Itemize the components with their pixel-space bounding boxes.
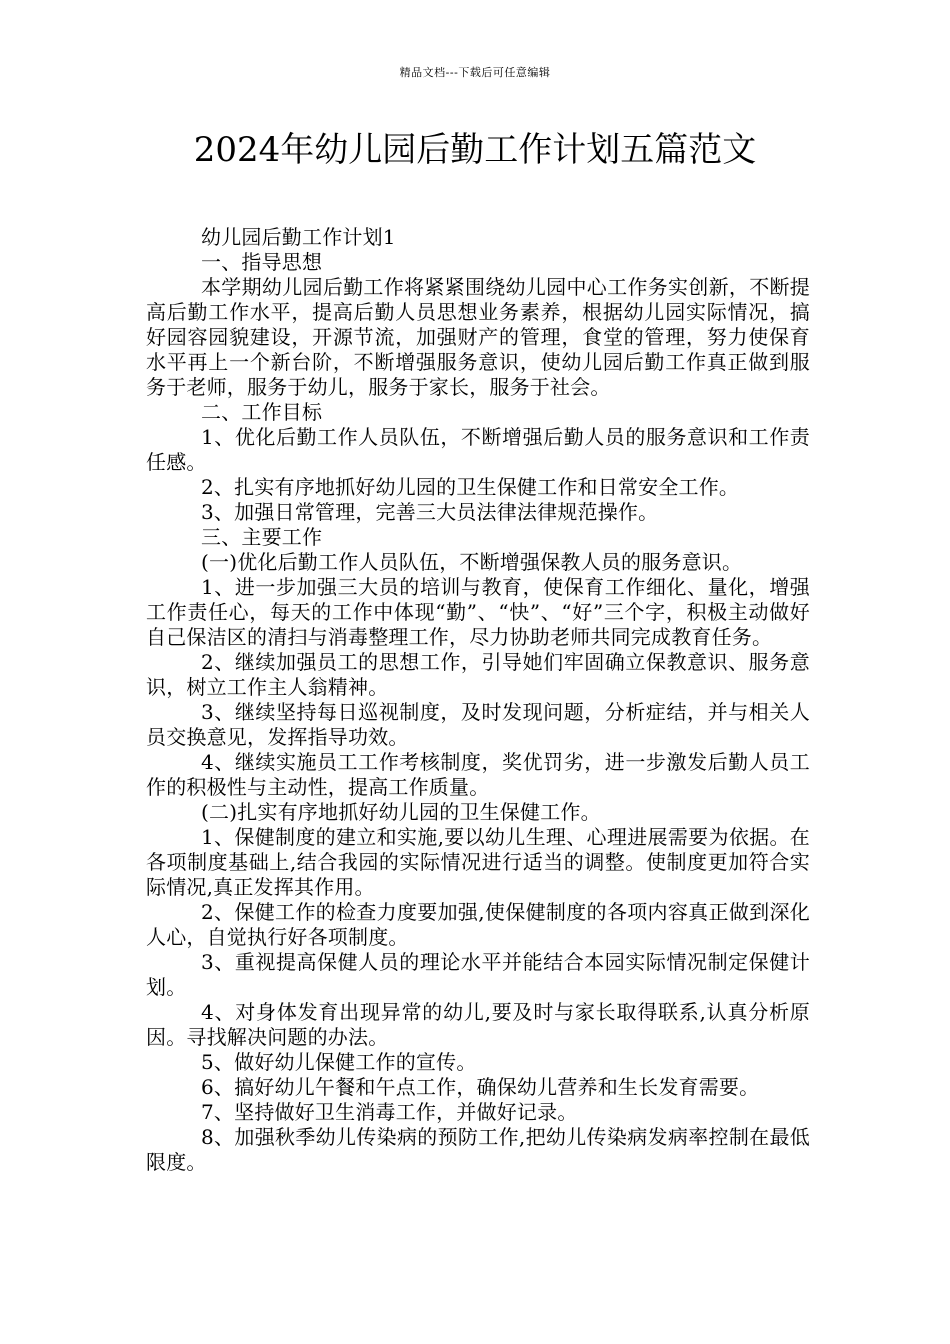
body-paragraph: 3、加强日常管理，完善三大员法律法律规范操作。: [201, 500, 659, 524]
body-paragraph: 本学期幼儿园后勤工作将紧紧围绕幼儿园中心工作务实创新，不断提高后勤工作水平，提高后勤人员思想业务素养，根据幼儿园实际情况，搞好园容园貌建设，开源节流，加强财产的管理，食堂的管理，努力使保育水平再上一个新台阶，不断增强服务意识，使幼儿园后勤工作真正做到服务于老师，服务于幼儿，服务于家长，服务于社会。: [146, 275, 810, 399]
section-heading: 幼儿园后勤工作计划1: [201, 225, 396, 249]
body-paragraph: 2、保健工作的检查力度要加强,使保健制度的各项内容真正做到深化人心，自觉执行好各项制度。: [146, 900, 810, 949]
body-paragraph: 3、继续坚持每日巡视制度，及时发现问题，分析症结，并与相关人员交换意见，发挥指导功效。: [146, 700, 810, 749]
body-paragraph: 2、扎实有序地抓好幼儿园的卫生保健工作和日常安全工作。: [201, 475, 740, 499]
section-heading: 三、主要工作: [201, 525, 323, 549]
body-paragraph: 1、保健制度的建立和实施,要以幼儿生理、心理进展需要为依据。在各项制度基础上,结合我园的实际情况进行适当的调整。使制度更加符合实际情况,真正发挥其作用。: [146, 825, 810, 899]
body-paragraph: 4、对身体发育出现异常的幼儿,要及时与家长取得联系,认真分析原因。寻找解决问题的办法。: [146, 1000, 810, 1049]
body-paragraph: 3、重视提高保健人员的理论水平并能结合本园实际情况制定保健计划。: [146, 950, 810, 999]
body-paragraph: 1、优化后勤工作人员队伍，不断增强后勤人员的服务意识和工作责任感。: [146, 425, 810, 474]
header-note: 精品文档---下载后可任意编辑: [399, 66, 551, 79]
body-paragraph: 5、做好幼儿保健工作的宣传。: [201, 1050, 477, 1074]
section-heading: 二、工作目标: [201, 400, 323, 424]
section-heading: 一、指导思想: [201, 250, 323, 274]
body-paragraph: 7、坚持做好卫生消毒工作，并做好记录。: [201, 1100, 578, 1124]
body-paragraph: 8、加强秋季幼儿传染病的预防工作,把幼儿传染病发病率控制在最低限度。: [146, 1125, 810, 1174]
body-paragraph: 2、继续加强员工的思想工作，引导她们牢固确立保教意识、服务意识，树立工作主人翁精神。: [146, 650, 810, 699]
subsection-heading: (二)扎实有序地抓好幼儿园的卫生保健工作。: [201, 800, 601, 824]
document-title: 2024年幼儿园后勤工作计划五篇范文: [193, 130, 757, 170]
body-paragraph: 4、继续实施员工工作考核制度，奖优罚劣，进一步激发后勤人员工作的积极性与主动性，提高工作质量。: [146, 750, 810, 799]
document-body: [146, 225, 810, 1175]
body-paragraph: 1、进一步加强三大员的培训与教育，使保育工作细化、量化，增强工作责任心，每天的工作中体现“勤”、“快”、“好”三个字，积极主动做好自己保洁区的清扫与消毒整理工作，尽力协助老师共同完成教育任务。: [146, 575, 810, 649]
body-paragraph: 6、搞好幼儿午餐和午点工作，确保幼儿营养和生长发育需要。: [201, 1075, 760, 1099]
subsection-heading: (一)优化后勤工作人员队伍，不断增强保教人员的服务意识。: [201, 550, 743, 574]
